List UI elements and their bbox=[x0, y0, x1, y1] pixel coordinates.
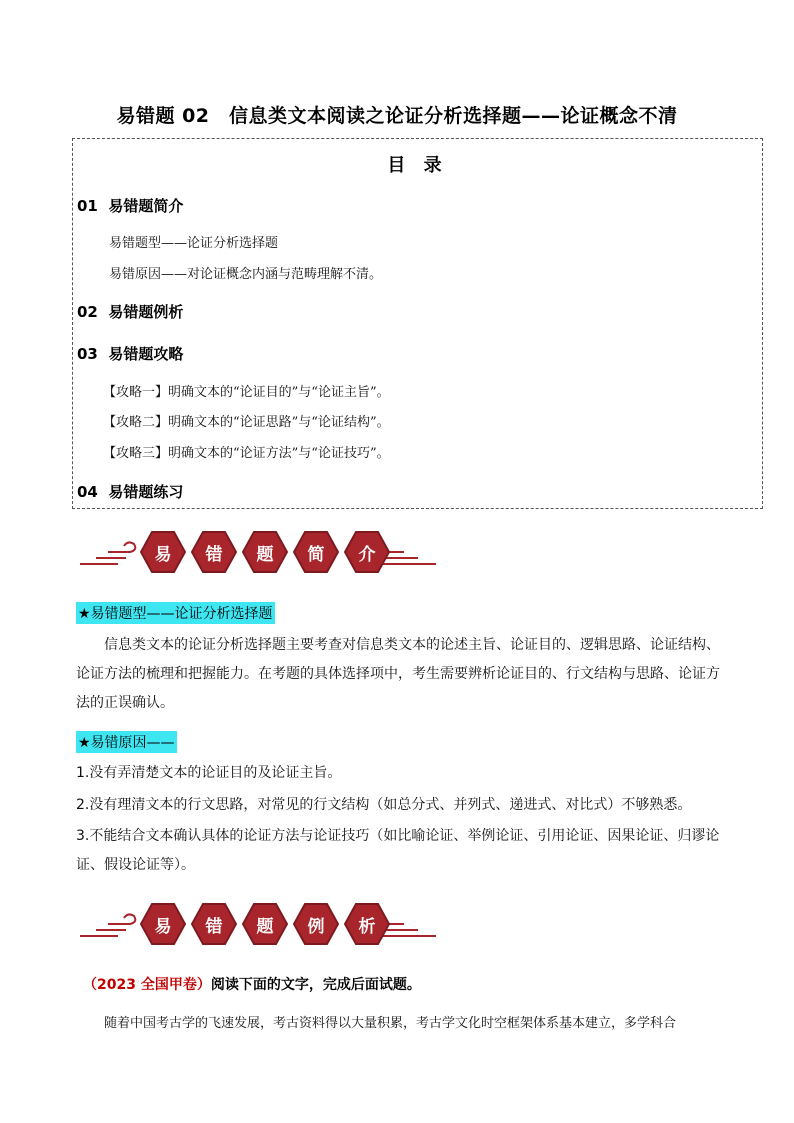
toc-section-03: 03 易错题攻略 bbox=[77, 345, 184, 363]
toc-strategy-item: 【攻略二】明确文本的“论证思路”与“论证结构”。 bbox=[103, 415, 390, 430]
toc-intro-item: 易错题型——论证分析选择题 bbox=[109, 236, 279, 251]
error-type-label: ★易错题型——论证分析选择题 bbox=[76, 602, 275, 624]
toc-strategy-item: 【攻略一】明确文本的“论证目的”与“论证主旨”。 bbox=[103, 385, 390, 400]
banner-title: 易 错 题 简 介 bbox=[140, 529, 395, 575]
table-of-contents bbox=[72, 138, 763, 509]
error-reason-item: 2.没有理清文本的行文思路，对常见的行文结构（如总分式、并列式、递进式、对比式）不够熟悉。 bbox=[76, 797, 692, 813]
toc-section-04: 04 易错题练习 bbox=[77, 483, 184, 501]
question-instruction: 阅读下面的文字，完成后面试题。 bbox=[210, 977, 421, 993]
section-banner-intro bbox=[78, 528, 438, 576]
banner-title: 易 错 题 例 析 bbox=[140, 901, 395, 947]
toc-heading: 目 录 bbox=[387, 155, 448, 176]
exam-source: （2023 全国甲卷） bbox=[83, 977, 211, 993]
toc-section-01: 01 易错题简介 bbox=[77, 197, 184, 215]
error-reason-label: ★易错原因—— bbox=[76, 731, 177, 753]
document-title: 易错题 02 信息类文本阅读之论证分析选择题——论证概念不清 bbox=[116, 105, 678, 127]
section-banner-examples bbox=[78, 900, 438, 948]
error-type-paragraph: 信息类文本的论证分析选择题主要考查对信息类文本的论述主旨、论证目的、逻辑思路、论证结构、论证方法的梳理和把握能力。在考题的具体选择项中，考生需要辨析论证目的、行文结构与思路、论证方法的正误确认。 bbox=[76, 637, 720, 711]
question-source-line bbox=[83, 974, 421, 994]
toc-section-02: 02 易错题例析 bbox=[77, 303, 184, 321]
toc-strategy-item: 【攻略三】明确文本的“论证方法”与“论证技巧”。 bbox=[103, 446, 390, 461]
passage-text: 随着中国考古学的飞速发展，考古资料得以大量积累，考古学文化时空框架体系基本建立，多学科合 bbox=[104, 1016, 677, 1031]
toc-intro-item: 易错原因——对论证概念内涵与范畴理解不清。 bbox=[109, 267, 383, 282]
error-reason-item: 1.没有弄清楚文本的论证目的及论证主旨。 bbox=[76, 765, 342, 781]
error-reason-item: 3.不能结合文本确认具体的论证方法与论证技巧（如比喻论证、举例论证、引用论证、因果论证、归谬论证、假设论证等）。 bbox=[76, 828, 720, 873]
